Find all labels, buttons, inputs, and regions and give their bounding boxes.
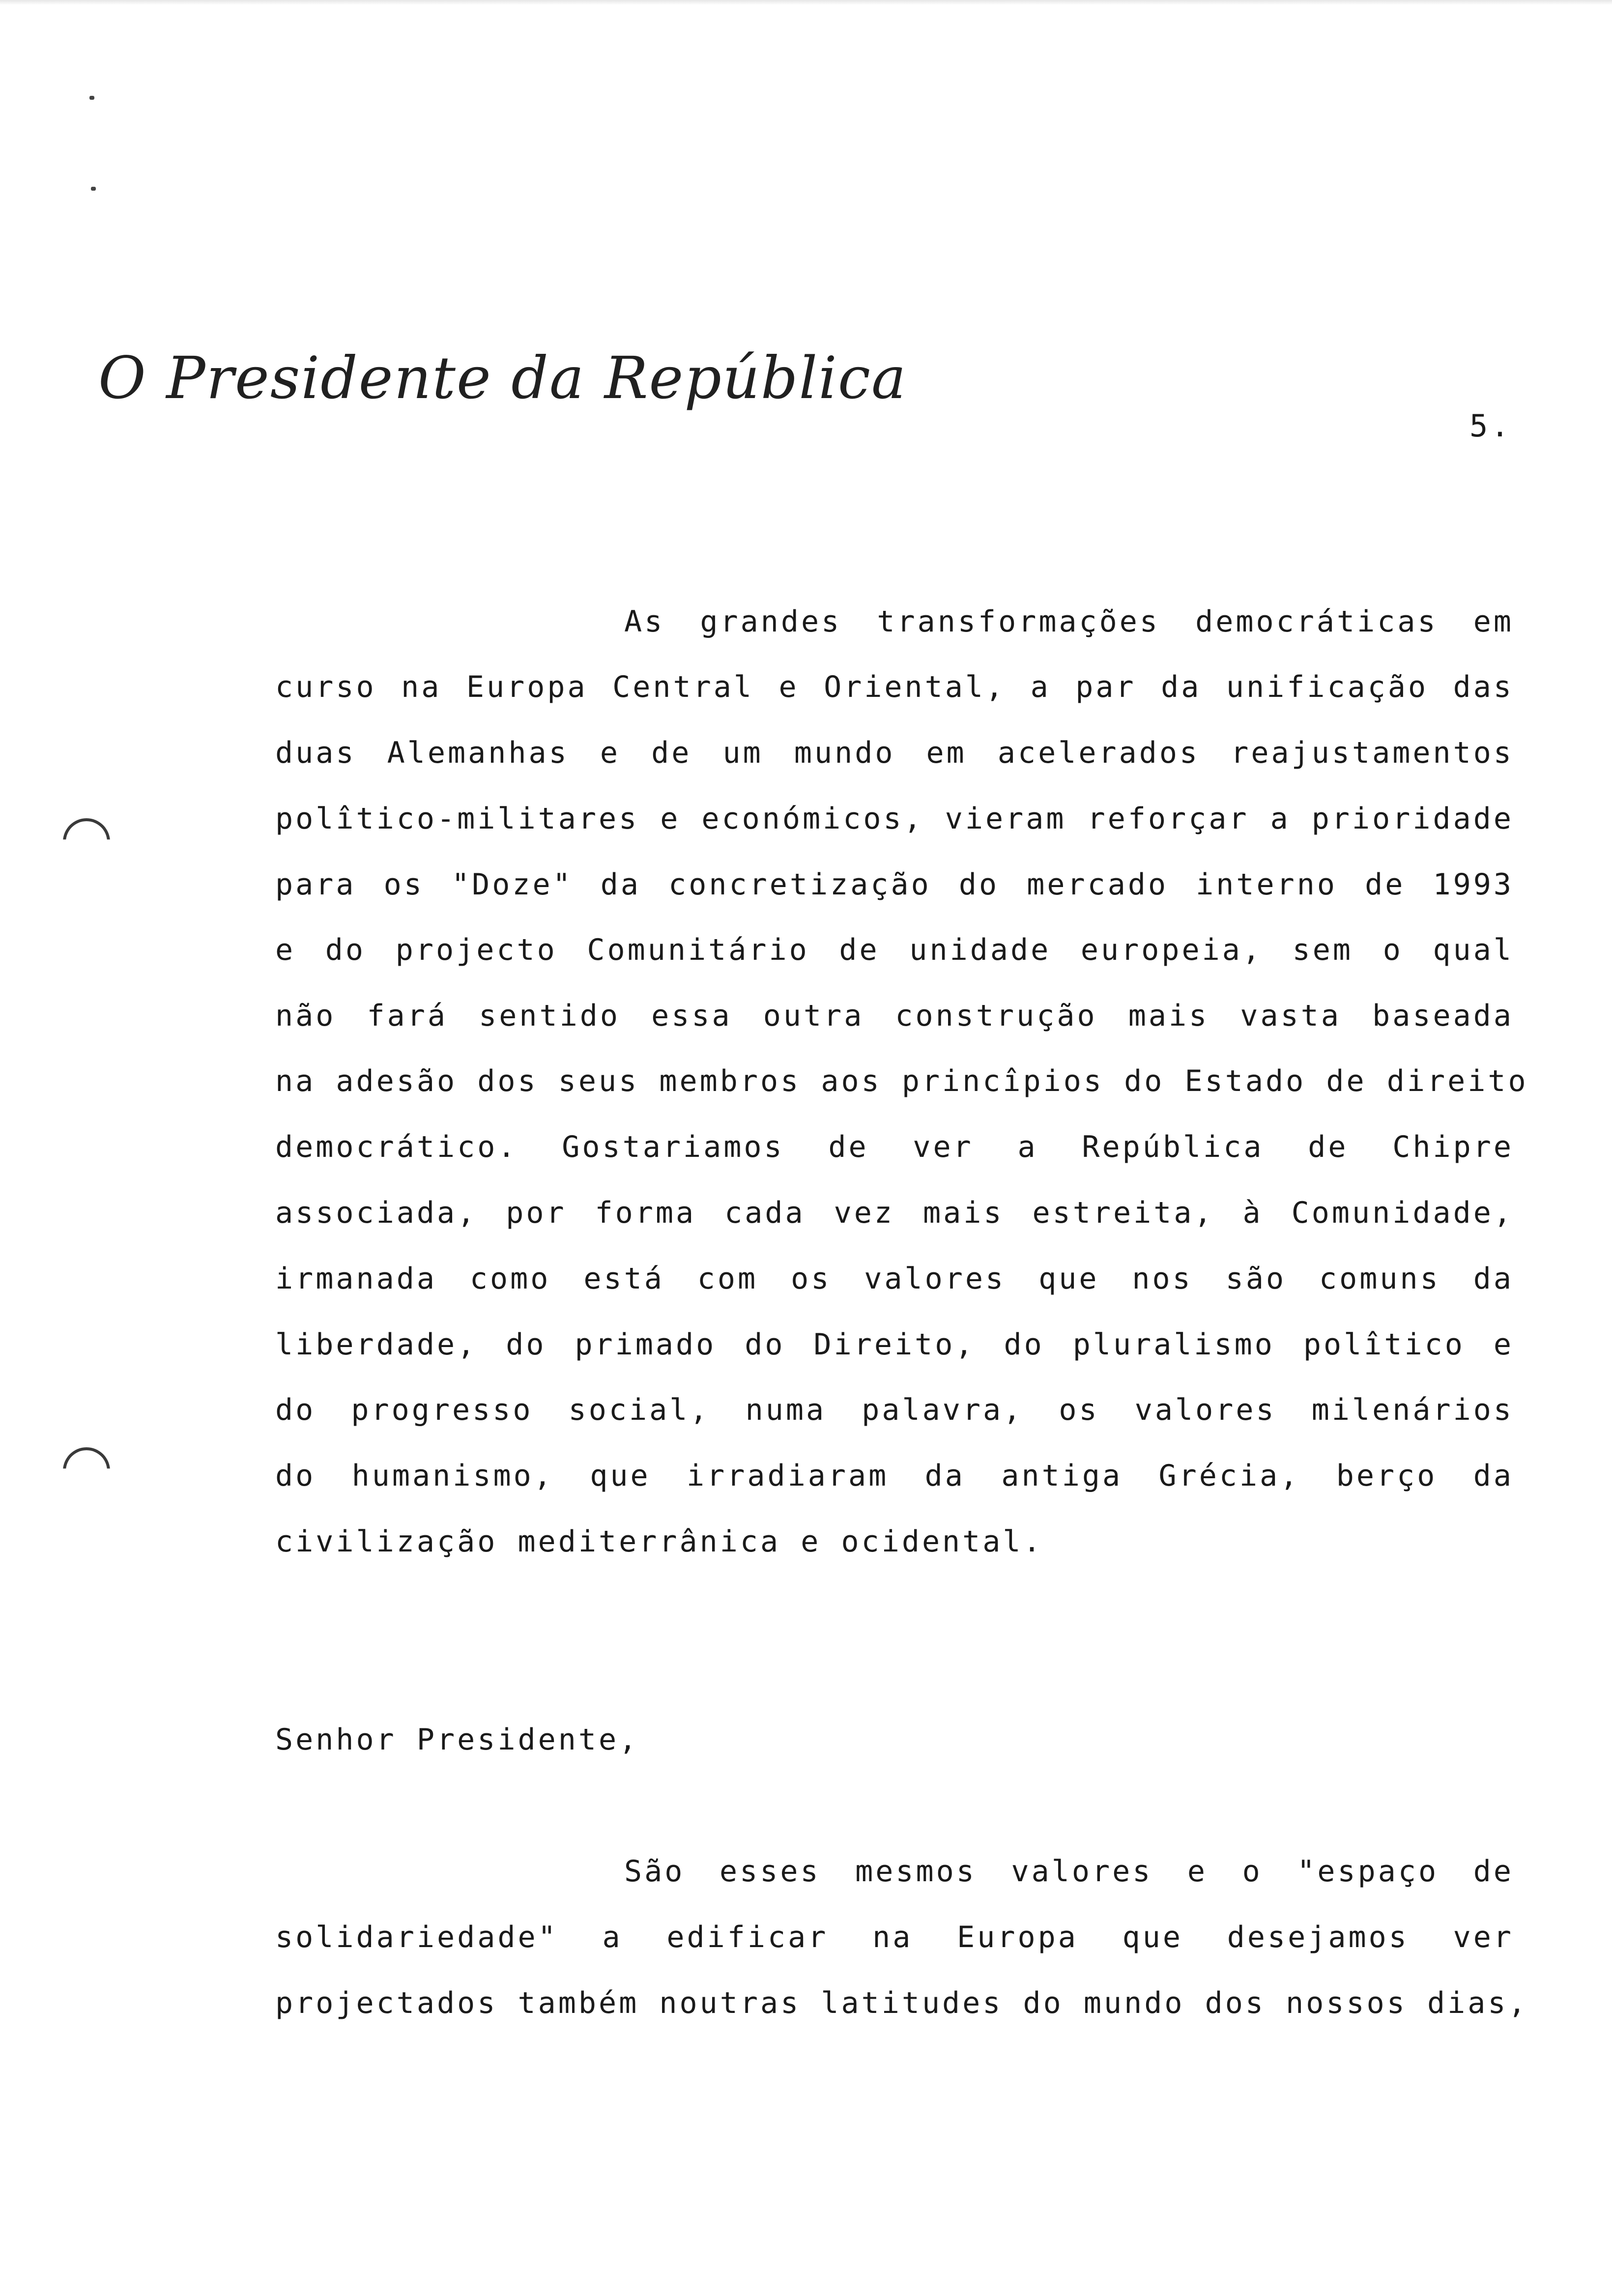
paragraph-1-line-3: duas Alemanhas e de um mundo em acelerados reajustamentos xyxy=(275,736,1514,770)
punch-hole-mark xyxy=(63,1447,110,1494)
paragraph-2-line-2: solidariedade" a edificar na Europa que desejamos ver xyxy=(275,1920,1514,1954)
paragraph-1-line-15: civilização mediterrânica e ocidental. xyxy=(275,1524,1043,1559)
page-number: 5. xyxy=(1469,408,1512,444)
paragraph-1-line-4: polîtico-militares e económicos, vieram reforçar a prioridade xyxy=(275,802,1514,836)
paragraph-1-line-13: do progresso social, numa palavra, os valores milenários xyxy=(275,1393,1514,1427)
scan-speck xyxy=(91,187,96,191)
paragraph-1-line-2: curso na Europa Central e Oriental, a par da unificação das xyxy=(275,670,1514,704)
salutation: Senhor Presidente, xyxy=(275,1722,639,1757)
paragraph-1-line-5: para os "Doze" da concretização do mercado interno de 1993 xyxy=(275,867,1514,902)
paragraph-1-line-8: na adesão dos seus membros aos princîpios do Estado de direito xyxy=(275,1064,1528,1098)
paragraph-1-line-1: As grandes transformações democráticas em xyxy=(624,604,1514,639)
paragraph-1-line-10: associada, por forma cada vez mais estreita, à Comunidade, xyxy=(275,1196,1514,1230)
paragraph-1-line-11: irmanada como está com os valores que nos são comuns da xyxy=(275,1262,1514,1296)
paragraph-1-line-7: não fará sentido essa outra construção mais vasta baseada xyxy=(275,999,1514,1033)
letterhead: O Presidente da República xyxy=(98,344,907,412)
scan-edge xyxy=(0,0,1612,5)
paragraph-1-line-14: do humanismo, que irradiaram da antiga Grécia, berço da xyxy=(275,1459,1514,1493)
paragraph-2-line-3: projectados também noutras latitudes do mundo dos nossos dias, xyxy=(275,1986,1528,2020)
punch-hole-mark xyxy=(63,818,110,865)
paragraph-2-line-1: São esses mesmos valores e o "espaço de xyxy=(624,1854,1514,1889)
paragraph-1-line-6: e do projecto Comunitário de unidade europeia, sem o qual xyxy=(275,933,1514,967)
paragraph-1-line-12: liberdade, do primado do Direito, do pluralismo polîtico e xyxy=(275,1327,1514,1362)
scan-speck xyxy=(89,96,94,100)
paragraph-1-line-9: democrático. Gostariamos de ver a República de Chipre xyxy=(275,1130,1514,1164)
